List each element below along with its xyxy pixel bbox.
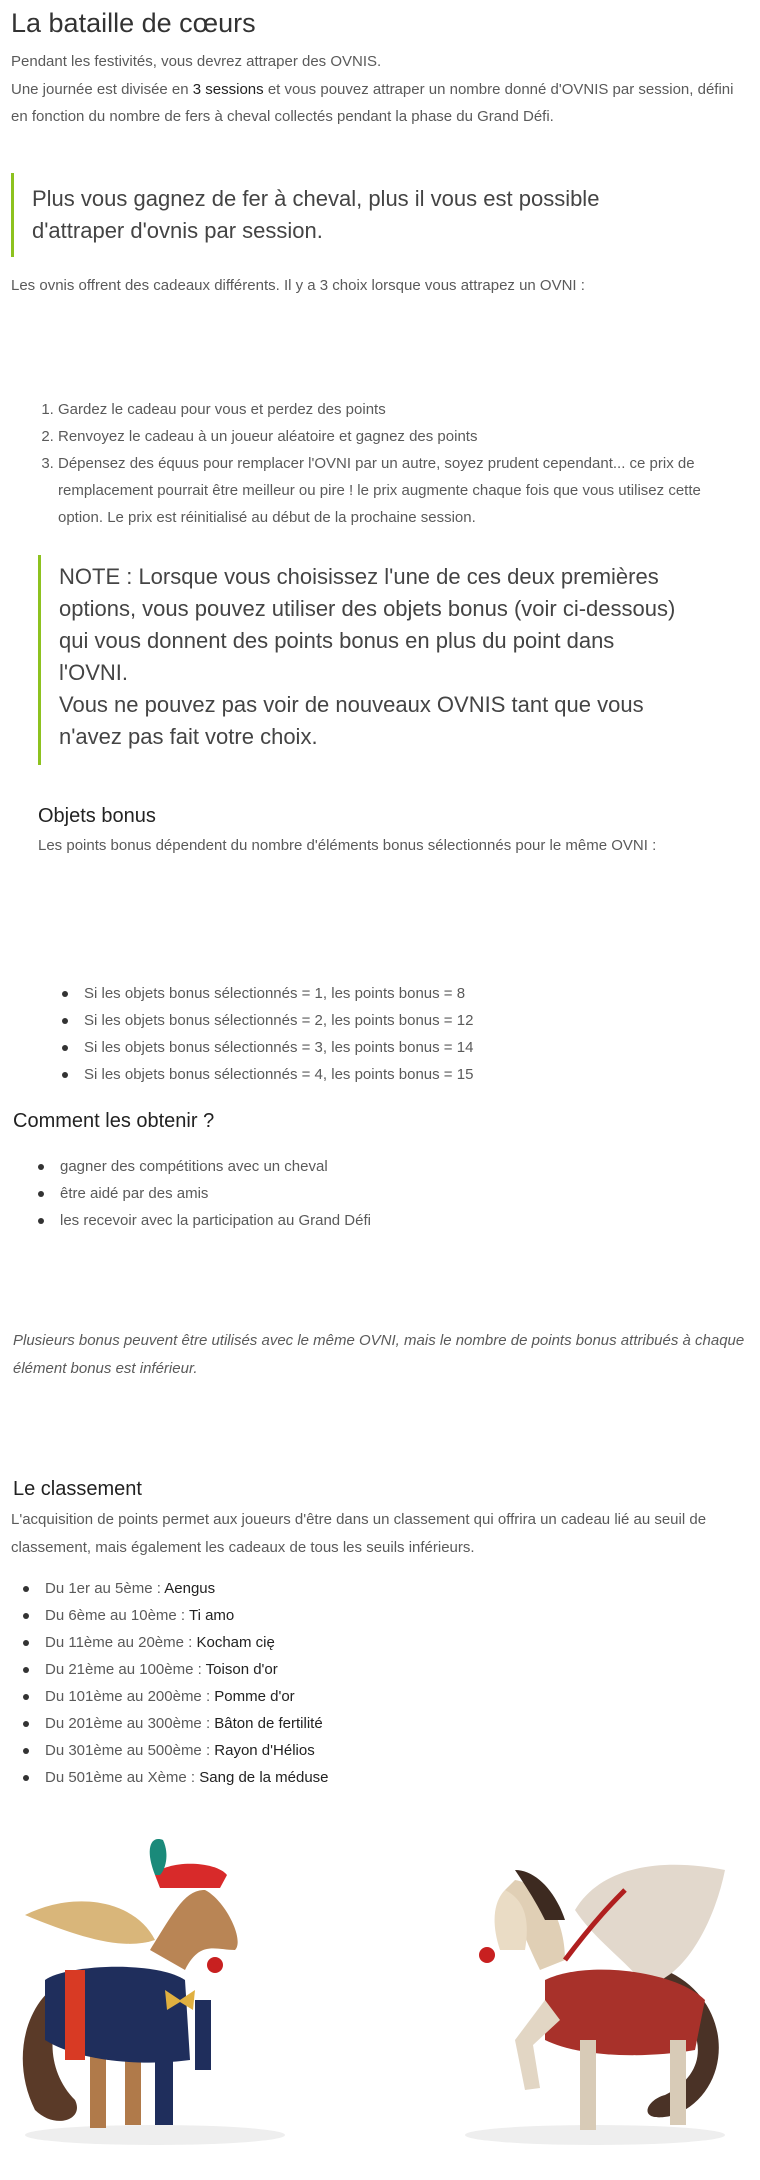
- ranking-list: [21, 1575, 329, 1791]
- rank-range: Du 6ème au 10ème :: [45, 1607, 189, 1624]
- blockquote-horseshoes: Plus vous gagnez de fer à cheval, plus il vous est possible d'attraper d'ovnis par session.: [11, 173, 682, 257]
- rank-range: Du 301ème au 500ème :: [45, 1742, 215, 1759]
- ranking-item: [21, 1656, 329, 1683]
- choice-item: 1. Gardez le cadeau pour vous et perdez des points: [58, 396, 748, 423]
- bonus-item: Si les objets bonus sélectionnés = 2, les points bonus = 12: [60, 1007, 473, 1034]
- rank-reward: Toison d'or: [205, 1661, 278, 1678]
- rank-range: Du 501ème au Xème :: [45, 1769, 200, 1786]
- rank-reward: Aengus: [164, 1580, 216, 1597]
- intro-text: Une journée est divisée en: [11, 80, 193, 98]
- obtain-item: gagner des compétitions avec un cheval: [36, 1153, 371, 1180]
- rank-reward: Pomme d'or: [214, 1688, 295, 1705]
- intro-line1: Pendant les festivités, vous devrez attraper des OVNIS.: [11, 53, 382, 70]
- rank-reward: Kocham cię: [196, 1634, 275, 1651]
- ranking-item: [21, 1575, 329, 1602]
- obtain-item: être aidé par des amis: [36, 1180, 371, 1207]
- rank-range: Du 201ème au 300ème :: [45, 1715, 215, 1732]
- obtain-heading: Comment les obtenir ?: [13, 1110, 215, 1132]
- bonus-heading: Objets bonus: [38, 805, 156, 827]
- choice-item: 3. Dépensez des équus pour remplacer l'OVNI par un autre, soyez prudent cependant... ce prix de remplacement pourrait être meilleur ou pire ! le prix augmente chaque fois que vous utilisez cette option. Le prix est réinitialisé au début de la prochaine session.: [58, 450, 748, 531]
- bonus-list: [60, 980, 473, 1088]
- intro-text-rest: et vous pouvez attraper un nombre donné d'OVNIS par session, défini en fonction du nombre de fers à cheval collectés pendant la phase du Grand Défi.: [11, 80, 734, 125]
- page-title: La bataille de cœurs: [11, 8, 256, 38]
- note-line1: NOTE : Lorsque vous choisissez l'une de ces deux premières options, vous pouvez utiliser des objets bonus (voir ci-dessous) qui vous donnent des points bonus en plus du point dans l'OVNI.: [59, 564, 676, 685]
- ranking-item: [21, 1764, 329, 1791]
- ranking-item: [21, 1629, 329, 1656]
- rank-range: Du 101ème au 200ème :: [45, 1688, 215, 1705]
- bonus-text: Les points bonus dépendent du nombre d'éléments bonus sélectionnés pour le même OVNI :: [38, 837, 657, 854]
- choices-intro: Les ovnis offrent des cadeaux différents. Il y a 3 choix lorsque vous attrapez un OVNI :: [11, 277, 585, 294]
- horse-image-left: [5, 1830, 325, 2150]
- rank-reward: Bâton de fertilité: [214, 1715, 323, 1732]
- bonus-item: Si les objets bonus sélectionnés = 4, les points bonus = 15: [60, 1061, 473, 1088]
- ranking-text: L'acquisition de points permet aux joueurs d'être dans un classement qui offrira un cadeau lié au seuil de classement, mais également les cadeaux de tous les seuils inférieurs.: [11, 1511, 707, 1556]
- obtain-note: Plusieurs bonus peuvent être utilisés avec le même OVNI, mais le nombre de points bonus attribués à chaque élément bonus est inférieur.: [13, 1332, 745, 1377]
- note-blockquote: [38, 555, 679, 765]
- intro: [11, 48, 746, 131]
- ranking-item: [21, 1737, 329, 1764]
- ranking-item: [21, 1683, 329, 1710]
- rank-range: Du 21ème au 100ème :: [45, 1661, 206, 1678]
- rank-range: Du 1er au 5ème :: [45, 1580, 165, 1597]
- obtain-item: les recevoir avec la participation au Grand Défi: [36, 1207, 371, 1234]
- bonus-item: Si les objets bonus sélectionnés = 3, les points bonus = 14: [60, 1034, 473, 1061]
- ranking-item: [21, 1602, 329, 1629]
- bonus-item: Si les objets bonus sélectionnés = 1, les points bonus = 8: [60, 980, 473, 1007]
- note-line2: Vous ne pouvez pas voir de nouveaux OVNIS tant que vous n'avez pas fait votre choix.: [59, 692, 644, 749]
- rank-range: Du 11ème au 20ème :: [45, 1634, 197, 1651]
- ranking-item: [21, 1710, 329, 1737]
- rank-reward: Sang de la méduse: [199, 1769, 329, 1786]
- rank-reward: Ti amo: [188, 1607, 235, 1624]
- choice-item: 2. Renvoyez le cadeau à un joueur aléatoire et gagnez des points: [58, 423, 748, 450]
- rank-reward: Rayon d'Hélios: [214, 1742, 315, 1759]
- ranking-heading: Le classement: [13, 1478, 142, 1500]
- horse-image-right: [415, 1830, 745, 2150]
- intro-line2: [11, 76, 746, 131]
- sessions-bold: 3 sessions: [192, 80, 264, 98]
- obtain-list: [36, 1153, 371, 1234]
- choices-list: [58, 396, 748, 531]
